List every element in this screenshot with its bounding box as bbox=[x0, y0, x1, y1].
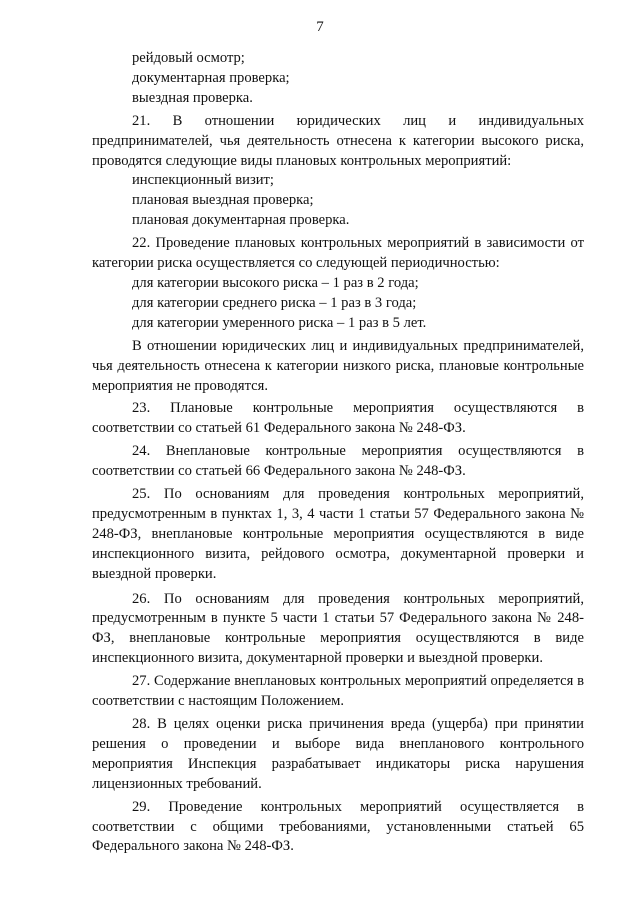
list-item-inspection-visit: инспекционный визит; bbox=[132, 172, 274, 189]
paragraph-21: 21. В отношении юридических лиц и индивидуальных предпринимателей, чья деятельность отнесена к категории высокого риска, проводятся следующие виды плановых контрольных мероприятий: bbox=[92, 112, 584, 169]
list-item-medium-risk-frequency: для категории среднего риска – 1 раз в 3 года; bbox=[132, 294, 417, 311]
list-item-raid-inspection: рейдовый осмотр; bbox=[132, 50, 245, 66]
list-item-field-check: выездная проверка. bbox=[132, 89, 253, 106]
paragraph-27: 27. Содержание внеплановых контрольных мероприятий определяется в соответствии с настоящим Положением. bbox=[92, 673, 584, 710]
paragraph-29: 29. Проведение контрольных мероприятий осуществляется в соответствии с общими требованиями, установленными статьей 65 Федерального закона № 248-ФЗ. bbox=[92, 798, 584, 855]
list-item-planned-documentary-check: плановая документарная проверка. bbox=[132, 212, 350, 229]
paragraph-26: 26. По основаниям для проведения контрольных мероприятий, предусмотренным в пункте 5 части 1 статьи 57 Федерального закона № 248-ФЗ, внеплановые контрольные мероприятия осуществляются в виде инспекционного визита, документарной проверки и выездной проверки. bbox=[92, 590, 584, 667]
paragraph-low-risk: В отношении юридических лиц и индивидуальных предпринимателей, чья деятельность отнесена к категории низкого риска, плановые контрольные мероприятия не проводятся. bbox=[92, 337, 584, 394]
paragraph-23: 23. Плановые контрольные мероприятия осуществляются в соответствии со статьей 61 Федерального закона № 248-ФЗ. bbox=[92, 400, 584, 437]
list-item-high-risk-frequency: для категории высокого риска – 1 раз в 2 года; bbox=[132, 274, 419, 291]
page-number: 7 bbox=[316, 19, 324, 35]
document-body bbox=[92, 49, 584, 857]
paragraph-25: 25. По основаниям для проведения контрольных мероприятий, предусмотренным в пунктах 1, 3, 4 части 1 статьи 57 Федерального закона № 248-ФЗ, внеплановые контрольные мероприятия осуществляются в виде инспекционного визита, рейдового осмотра, документарной проверки и выездной проверки. bbox=[92, 486, 584, 582]
paragraph-24: 24. Внеплановые контрольные мероприятия осуществляются в соответствии со статьей 66 Федерального закона № 248-ФЗ. bbox=[92, 443, 584, 480]
paragraph-22: 22. Проведение плановых контрольных мероприятий в зависимости от категории риска осуществляется со следующей периодичностью: bbox=[92, 235, 584, 272]
list-item-documentary-check: документарная проверка; bbox=[132, 69, 290, 86]
list-item-planned-field-check: плановая выездная проверка; bbox=[132, 192, 314, 209]
paragraph-28: 28. В целях оценки риска причинения вреда (ущерба) при принятии решения о проведении и выборе вида внепланового контрольного мероприятия Инспекция разрабатывает индикаторы риска нарушения лицензионных требований. bbox=[92, 716, 584, 792]
list-item-moderate-risk-frequency: для категории умеренного риска – 1 раз в 5 лет. bbox=[132, 314, 427, 331]
